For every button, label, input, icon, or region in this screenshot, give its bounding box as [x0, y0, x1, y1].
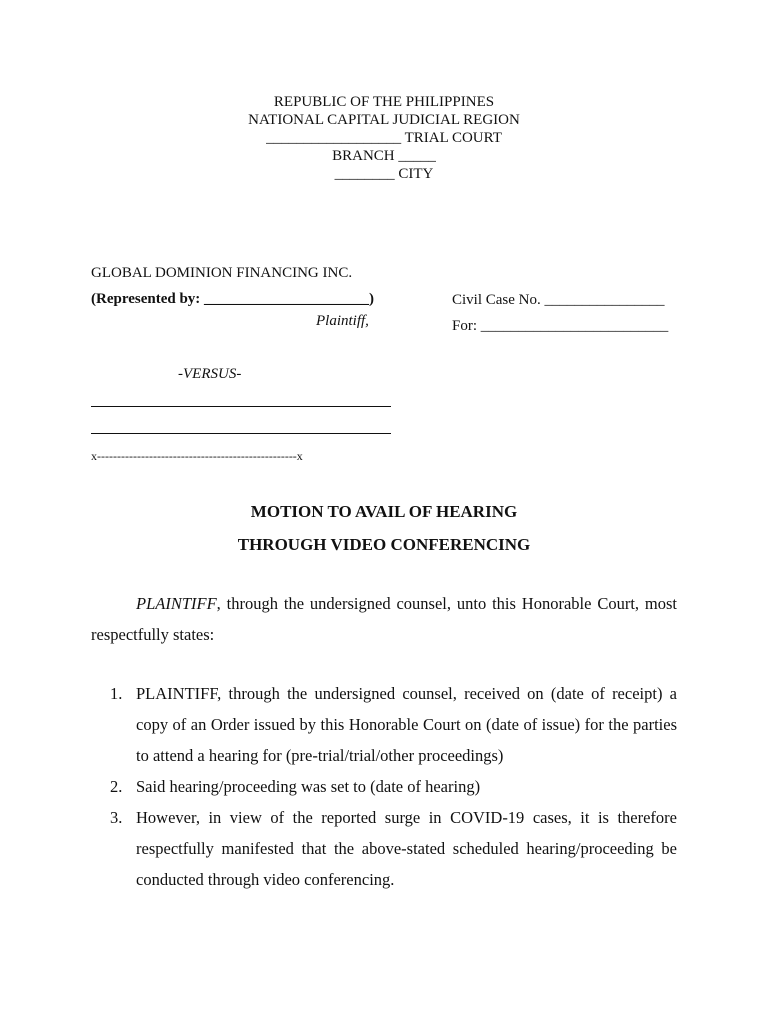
party-block [91, 260, 431, 312]
defendant-blank-line-2 [91, 433, 391, 434]
list-item [91, 771, 677, 802]
list-item-number: 2. [110, 777, 123, 796]
intro-lead: PLAINTIFF [136, 594, 217, 613]
case-for: For: _________________________ [452, 318, 669, 334]
list-item [91, 678, 677, 771]
case-info [452, 287, 692, 339]
caption-region: NATIONAL CAPITAL JUDICIAL REGION [248, 112, 520, 128]
caption-city: ________ CITY [334, 166, 434, 182]
motion-title-line-1: MOTION TO AVAIL OF HEARING [250, 502, 518, 521]
represented-by: (Represented by: ______________________) [91, 291, 375, 307]
intro-paragraph [91, 588, 677, 650]
court-caption [0, 93, 768, 183]
caption-trial-court: __________________ TRIAL COURT [266, 130, 502, 146]
list-item-text: However, in view of the reported surge in COVID-19 cases, it is therefore respectfully manifested that the above-stated scheduled hearing/proceeding be conducted through video conferencing. [136, 808, 677, 889]
versus-label: -VERSUS- [178, 366, 242, 382]
list-item-text: PLAINTIFF, through the undersigned counsel, received on (date of receipt) a copy of an Order issued by this Honorable Court on (date of issue) for the parties to attend a hearing for (pre-trial/trial/other proceedings) [136, 684, 677, 765]
plaintiff-label: Plaintiff, [316, 313, 369, 329]
defendant-blank-line-1 [91, 406, 391, 407]
motion-title [0, 495, 768, 561]
list-item [91, 802, 677, 895]
caption-closing-line: x--------------------------------------------------x [91, 449, 303, 463]
allegations-list [91, 678, 677, 895]
caption-branch: BRANCH _____ [332, 148, 436, 164]
caption-republic: REPUBLIC OF THE PHILIPPINES [273, 94, 495, 110]
list-item-text: Said hearing/proceeding was set to (date of hearing) [136, 777, 481, 796]
intro-text: , through the undersigned counsel, unto this Honorable Court, most respectfully states: [91, 594, 677, 644]
motion-title-line-2: THROUGH VIDEO CONFERENCING [237, 535, 531, 554]
list-item-number: 3. [110, 808, 123, 827]
list-item-number: 1. [110, 684, 123, 703]
civil-case-number: Civil Case No. ________________ [452, 292, 665, 308]
plaintiff-name: GLOBAL DOMINION FINANCING INC. [91, 265, 353, 281]
